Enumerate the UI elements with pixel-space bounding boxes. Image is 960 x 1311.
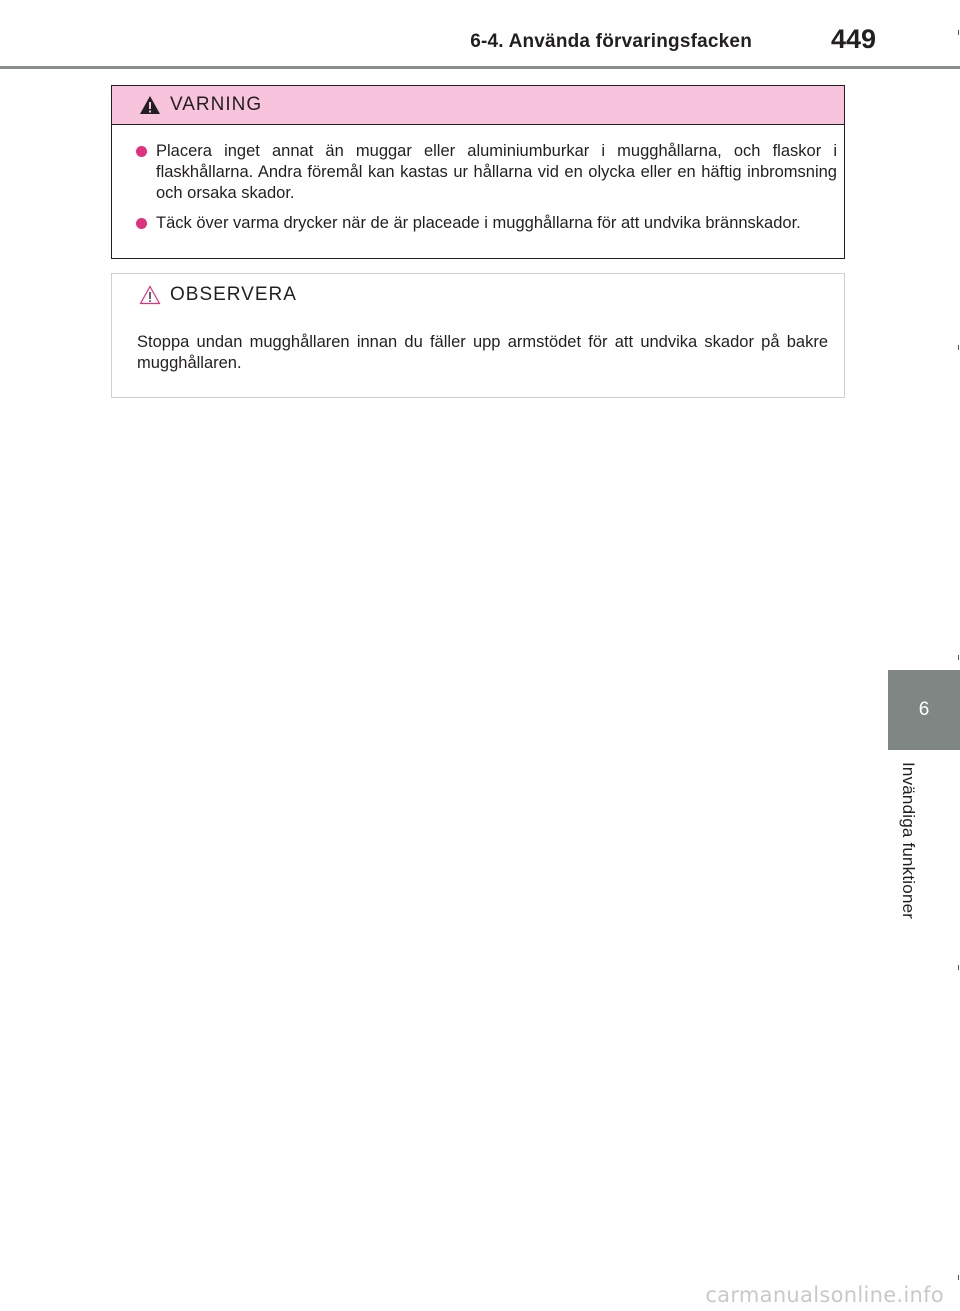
- warning-item-text: Täck över varma drycker när de är placeade i mugghållarna för att undvika brännskador.: [156, 214, 801, 232]
- crop-mark: [958, 655, 959, 660]
- warning-item: [136, 213, 837, 234]
- crop-mark: [958, 345, 959, 350]
- watermark: carmanualsonline.info: [705, 1283, 944, 1307]
- warning-triangle-filled-icon: [139, 95, 161, 115]
- chapter-number: 6: [918, 699, 930, 720]
- warning-title: VARNING: [170, 94, 263, 115]
- notice-box: [111, 273, 845, 398]
- bullet-icon: [136, 146, 147, 157]
- page-header: [0, 0, 960, 66]
- crop-mark: [958, 30, 959, 35]
- section-title: 6-4. Använda förvaringsfacken: [470, 31, 752, 52]
- notice-title: OBSERVERA: [170, 283, 297, 305]
- warning-box: [111, 85, 845, 259]
- warning-item-text: Placera inget annat än muggar eller aluminiumburkar i mugghållarna, och flaskor i flaskhållarna. Andra föremål kan kastas ur hållarna vid en olycka eller en häftig inbromsning och orsaka skador.: [156, 142, 837, 202]
- chapter-label: Invändiga funktioner: [899, 762, 918, 920]
- warning-item: [136, 141, 837, 204]
- header-divider: [0, 66, 960, 69]
- chapter-tab: [888, 670, 960, 750]
- crop-mark: [958, 1275, 959, 1280]
- warning-triangle-outline-icon: [139, 285, 161, 305]
- page-number: 449: [830, 24, 876, 54]
- warning-body: [112, 125, 844, 234]
- warning-header: [112, 86, 844, 125]
- bullet-icon: [136, 218, 147, 229]
- notice-text: Stoppa undan mugghållaren innan du fäller upp armstödet för att undvika skador på bakre mugghållaren.: [137, 333, 828, 372]
- crop-mark: [958, 965, 959, 970]
- notice-header: [112, 274, 844, 312]
